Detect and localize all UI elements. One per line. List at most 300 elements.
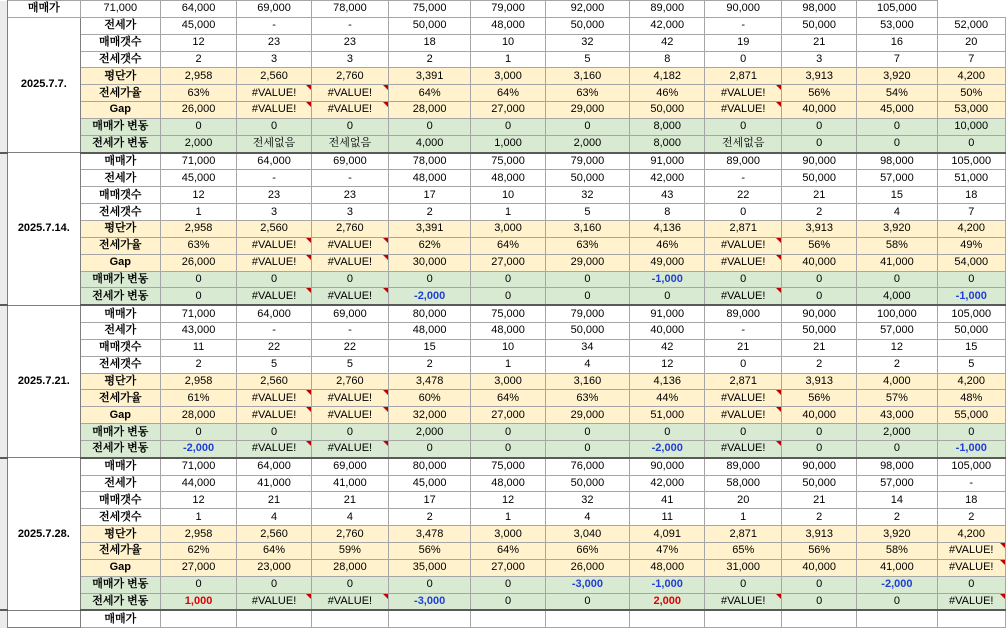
data-cell[interactable]: 41,000 <box>857 559 937 576</box>
data-cell[interactable]: 50,000 <box>388 17 471 34</box>
data-cell[interactable]: 43,000 <box>857 407 937 424</box>
data-cell[interactable]: 11 <box>630 509 705 526</box>
data-cell[interactable]: 10 <box>471 187 545 204</box>
data-cell[interactable]: 98,000 <box>782 1 857 18</box>
data-cell[interactable]: 35,000 <box>388 559 471 576</box>
data-cell[interactable]: 30,000 <box>388 254 471 271</box>
data-cell[interactable]: 23 <box>237 34 312 51</box>
data-cell[interactable]: 50,000 <box>782 475 857 492</box>
data-cell[interactable]: 80,000 <box>388 458 471 475</box>
data-cell[interactable]: 0 <box>161 288 237 305</box>
data-cell[interactable]: 0 <box>630 424 705 441</box>
data-cell[interactable]: 22 <box>312 339 389 356</box>
data-cell[interactable]: -1,000 <box>937 440 1005 457</box>
data-cell[interactable]: 31,000 <box>705 559 782 576</box>
data-cell[interactable]: #VALUE! <box>312 288 389 305</box>
data-cell[interactable]: 12 <box>161 492 237 509</box>
data-cell[interactable]: 3,920 <box>857 220 937 237</box>
data-cell[interactable]: 5 <box>237 356 312 373</box>
data-cell[interactable]: 2 <box>388 509 471 526</box>
data-cell[interactable]: 48,000 <box>630 559 705 576</box>
data-cell[interactable]: 18 <box>937 492 1005 509</box>
data-cell[interactable]: 4 <box>857 204 937 221</box>
data-cell[interactable]: 0 <box>782 440 857 457</box>
data-cell[interactable]: #VALUE! <box>237 85 312 102</box>
data-cell[interactable]: 64% <box>471 237 545 254</box>
data-cell[interactable]: #VALUE! <box>237 288 312 305</box>
data-cell[interactable]: 16 <box>857 34 937 51</box>
data-cell[interactable]: 79,000 <box>471 1 545 18</box>
data-cell[interactable]: 0 <box>782 593 857 610</box>
data-cell[interactable]: #VALUE! <box>237 390 312 407</box>
data-cell[interactable]: 3,913 <box>782 220 857 237</box>
data-cell[interactable]: 61% <box>161 390 237 407</box>
data-cell[interactable]: 62% <box>161 543 237 560</box>
data-cell[interactable]: #VALUE! <box>237 593 312 610</box>
data-cell[interactable]: #VALUE! <box>705 440 782 457</box>
data-cell[interactable]: 2,760 <box>312 373 389 390</box>
data-cell[interactable]: 32,000 <box>388 407 471 424</box>
data-cell[interactable]: 28,000 <box>312 559 389 576</box>
data-cell[interactable]: 27,000 <box>471 102 545 119</box>
data-cell[interactable]: 59% <box>312 543 389 560</box>
data-cell[interactable]: 3,040 <box>545 526 630 543</box>
data-cell[interactable]: 64,000 <box>237 153 312 170</box>
data-cell[interactable]: 4,091 <box>630 526 705 543</box>
data-cell[interactable]: 0 <box>705 356 782 373</box>
data-cell[interactable]: 0 <box>471 118 545 135</box>
data-cell[interactable]: 3,478 <box>388 373 471 390</box>
data-cell[interactable] <box>857 610 937 627</box>
data-cell[interactable]: 40,000 <box>630 323 705 340</box>
data-cell[interactable]: 21 <box>312 492 389 509</box>
data-cell[interactable]: 23 <box>312 187 389 204</box>
data-cell[interactable]: 27,000 <box>471 559 545 576</box>
data-cell[interactable]: 5 <box>545 51 630 68</box>
data-cell[interactable]: 64% <box>471 85 545 102</box>
data-cell[interactable]: #VALUE! <box>705 593 782 610</box>
data-cell[interactable]: 18 <box>937 187 1005 204</box>
data-cell[interactable]: 2,958 <box>161 526 237 543</box>
data-cell[interactable]: 5 <box>937 356 1005 373</box>
data-cell[interactable]: 48,000 <box>471 323 545 340</box>
data-cell[interactable]: 10 <box>471 34 545 51</box>
data-cell[interactable]: 0 <box>937 424 1005 441</box>
data-cell[interactable]: 15 <box>388 339 471 356</box>
data-cell[interactable]: 4,200 <box>937 68 1005 85</box>
data-cell[interactable]: - <box>705 17 782 34</box>
data-cell[interactable]: 71,000 <box>161 305 237 322</box>
data-cell[interactable] <box>237 610 312 627</box>
data-cell[interactable]: -1,000 <box>937 288 1005 305</box>
data-cell[interactable]: 89,000 <box>705 305 782 322</box>
data-cell[interactable]: #VALUE! <box>705 254 782 271</box>
data-cell[interactable]: 3,913 <box>782 373 857 390</box>
data-cell[interactable]: 전세없음 <box>312 135 389 152</box>
data-cell[interactable]: 4,136 <box>630 373 705 390</box>
data-cell[interactable]: 57,000 <box>857 170 937 187</box>
data-cell[interactable]: #VALUE! <box>937 559 1005 576</box>
data-cell[interactable]: 0 <box>312 118 389 135</box>
data-cell[interactable]: 64,000 <box>237 458 312 475</box>
data-cell[interactable]: 11 <box>161 339 237 356</box>
data-cell[interactable]: 2,000 <box>630 593 705 610</box>
data-cell[interactable]: 43 <box>630 187 705 204</box>
data-cell[interactable]: 2 <box>782 509 857 526</box>
data-cell[interactable]: 0 <box>161 118 237 135</box>
data-cell[interactable]: 0 <box>471 593 545 610</box>
data-cell[interactable]: 69,000 <box>312 305 389 322</box>
data-cell[interactable]: 66% <box>545 543 630 560</box>
data-cell[interactable]: 3 <box>782 51 857 68</box>
data-cell[interactable]: 1 <box>471 51 545 68</box>
data-cell[interactable]: 46% <box>630 237 705 254</box>
data-cell[interactable]: 49,000 <box>630 254 705 271</box>
data-cell[interactable]: #VALUE! <box>312 102 389 119</box>
data-cell[interactable]: - <box>312 17 389 34</box>
data-cell[interactable]: 0 <box>705 118 782 135</box>
data-cell[interactable]: 4,000 <box>857 373 937 390</box>
data-cell[interactable]: -2,000 <box>161 440 237 457</box>
data-cell[interactable]: 0 <box>782 424 857 441</box>
data-cell[interactable]: 0 <box>237 576 312 593</box>
data-cell[interactable]: #VALUE! <box>705 407 782 424</box>
data-cell[interactable]: 0 <box>471 440 545 457</box>
data-cell[interactable]: 48,000 <box>471 475 545 492</box>
data-cell[interactable]: 7 <box>857 51 937 68</box>
data-cell[interactable]: 79,000 <box>545 305 630 322</box>
data-cell[interactable]: 2 <box>161 51 237 68</box>
data-cell[interactable]: 3 <box>312 204 389 221</box>
data-cell[interactable]: 90,000 <box>782 305 857 322</box>
data-cell[interactable]: #VALUE! <box>312 254 389 271</box>
data-cell[interactable]: 15 <box>857 187 937 204</box>
data-cell[interactable]: 63% <box>161 237 237 254</box>
data-cell[interactable]: 69,000 <box>237 1 312 18</box>
data-cell[interactable]: 0 <box>237 424 312 441</box>
data-cell[interactable]: 63% <box>161 85 237 102</box>
data-cell[interactable]: 3 <box>237 204 312 221</box>
data-cell[interactable]: 2,871 <box>705 373 782 390</box>
data-cell[interactable]: 75,000 <box>388 1 471 18</box>
data-cell[interactable]: 78,000 <box>388 153 471 170</box>
data-cell[interactable]: 4,000 <box>388 135 471 152</box>
data-cell[interactable]: 21 <box>782 339 857 356</box>
data-cell[interactable]: 27,000 <box>161 559 237 576</box>
data-cell[interactable]: 75,000 <box>471 305 545 322</box>
data-cell[interactable]: 28,000 <box>388 102 471 119</box>
data-cell[interactable]: 2 <box>937 509 1005 526</box>
data-cell[interactable]: 21 <box>782 492 857 509</box>
data-cell[interactable]: #VALUE! <box>705 85 782 102</box>
data-cell[interactable]: 50,000 <box>782 170 857 187</box>
data-cell[interactable]: 전세없음 <box>705 135 782 152</box>
data-cell[interactable]: 0 <box>937 271 1005 288</box>
data-cell[interactable]: 2,560 <box>237 526 312 543</box>
data-cell[interactable]: 23,000 <box>237 559 312 576</box>
data-cell[interactable]: 89,000 <box>705 153 782 170</box>
data-cell[interactable]: 34 <box>545 339 630 356</box>
data-cell[interactable]: 48% <box>937 390 1005 407</box>
data-cell[interactable]: #VALUE! <box>237 102 312 119</box>
data-cell[interactable]: 98,000 <box>857 458 937 475</box>
data-cell[interactable]: 64% <box>471 390 545 407</box>
data-cell[interactable]: 3,000 <box>471 220 545 237</box>
data-cell[interactable]: 32 <box>545 187 630 204</box>
data-cell[interactable]: 48,000 <box>471 17 545 34</box>
data-cell[interactable]: 0 <box>161 271 237 288</box>
data-cell[interactable]: 62% <box>388 237 471 254</box>
data-cell[interactable]: 21 <box>237 492 312 509</box>
data-cell[interactable] <box>937 610 1005 627</box>
data-cell[interactable]: 60% <box>388 390 471 407</box>
data-cell[interactable]: 2,760 <box>312 220 389 237</box>
data-cell[interactable]: - <box>937 475 1005 492</box>
data-cell[interactable]: 40,000 <box>782 254 857 271</box>
data-cell[interactable]: 40,000 <box>782 407 857 424</box>
data-cell[interactable]: 2,871 <box>705 526 782 543</box>
data-cell[interactable]: 1 <box>161 509 237 526</box>
data-cell[interactable]: 12 <box>161 187 237 204</box>
data-cell[interactable]: 71,000 <box>161 153 237 170</box>
data-cell[interactable]: 105,000 <box>937 458 1005 475</box>
data-cell[interactable]: 21 <box>782 187 857 204</box>
data-cell[interactable]: 4,000 <box>857 288 937 305</box>
data-cell[interactable]: 27,000 <box>471 254 545 271</box>
data-cell[interactable]: 3,913 <box>782 526 857 543</box>
data-cell[interactable] <box>545 610 630 627</box>
data-cell[interactable]: 57% <box>857 390 937 407</box>
data-cell[interactable]: 2 <box>161 356 237 373</box>
data-cell[interactable]: 45,000 <box>161 170 237 187</box>
data-cell[interactable] <box>782 610 857 627</box>
data-cell[interactable]: 48,000 <box>471 170 545 187</box>
data-cell[interactable]: 76,000 <box>545 458 630 475</box>
data-cell[interactable]: 98,000 <box>857 153 937 170</box>
data-cell[interactable]: 42 <box>630 34 705 51</box>
data-cell[interactable]: 40,000 <box>782 559 857 576</box>
data-cell[interactable]: 42,000 <box>630 17 705 34</box>
data-cell[interactable]: 75,000 <box>471 458 545 475</box>
data-cell[interactable]: 2 <box>782 204 857 221</box>
data-cell[interactable]: 42 <box>630 339 705 356</box>
data-cell[interactable]: 22 <box>237 339 312 356</box>
data-cell[interactable] <box>471 610 545 627</box>
data-cell[interactable]: 2 <box>857 509 937 526</box>
data-cell[interactable]: 50,000 <box>937 323 1005 340</box>
data-cell[interactable]: 0 <box>705 271 782 288</box>
data-cell[interactable]: 20 <box>937 34 1005 51</box>
data-cell[interactable]: - <box>705 323 782 340</box>
data-cell[interactable]: 69,000 <box>312 458 389 475</box>
data-cell[interactable]: 63% <box>545 85 630 102</box>
data-cell[interactable]: 63% <box>545 237 630 254</box>
data-cell[interactable]: 2,958 <box>161 373 237 390</box>
data-cell[interactable]: 3 <box>237 51 312 68</box>
data-cell[interactable]: 2 <box>782 356 857 373</box>
data-cell[interactable]: 64% <box>471 543 545 560</box>
data-cell[interactable]: 5 <box>545 204 630 221</box>
data-cell[interactable]: 54% <box>857 85 937 102</box>
data-cell[interactable]: 58% <box>857 237 937 254</box>
data-cell[interactable]: 5 <box>312 356 389 373</box>
data-cell[interactable]: 0 <box>630 288 705 305</box>
data-cell[interactable]: 45,000 <box>388 475 471 492</box>
data-cell[interactable]: 0 <box>161 424 237 441</box>
data-cell[interactable]: 28,000 <box>161 407 237 424</box>
data-cell[interactable]: 4,182 <box>630 68 705 85</box>
data-cell[interactable]: 3,391 <box>388 220 471 237</box>
data-cell[interactable]: - <box>237 170 312 187</box>
data-cell[interactable]: 43,000 <box>161 323 237 340</box>
data-cell[interactable]: 8 <box>630 51 705 68</box>
data-cell[interactable]: 2 <box>857 356 937 373</box>
data-cell[interactable]: 21 <box>782 34 857 51</box>
data-cell[interactable]: 2,000 <box>857 424 937 441</box>
data-cell[interactable]: 2,560 <box>237 220 312 237</box>
data-cell[interactable] <box>312 610 389 627</box>
data-cell[interactable]: 0 <box>388 576 471 593</box>
data-cell[interactable]: 51,000 <box>937 170 1005 187</box>
data-cell[interactable]: 0 <box>545 288 630 305</box>
data-cell[interactable] <box>388 610 471 627</box>
data-cell[interactable]: 0 <box>471 271 545 288</box>
data-cell[interactable]: 50,000 <box>545 170 630 187</box>
data-cell[interactable]: 50,000 <box>545 323 630 340</box>
data-cell[interactable]: 0 <box>705 51 782 68</box>
data-cell[interactable]: 0 <box>782 288 857 305</box>
data-cell[interactable]: 56% <box>782 237 857 254</box>
data-cell[interactable]: 64,000 <box>161 1 237 18</box>
data-cell[interactable]: 46% <box>630 85 705 102</box>
data-cell[interactable]: 89,000 <box>705 458 782 475</box>
data-cell[interactable]: 56% <box>782 390 857 407</box>
data-cell[interactable]: 1 <box>161 204 237 221</box>
data-cell[interactable]: 26,000 <box>161 254 237 271</box>
data-cell[interactable]: #VALUE! <box>237 237 312 254</box>
data-cell[interactable]: 1,000 <box>471 135 545 152</box>
data-cell[interactable]: - <box>312 170 389 187</box>
data-cell[interactable]: 1 <box>471 509 545 526</box>
data-cell[interactable]: 2 <box>388 51 471 68</box>
data-cell[interactable]: #VALUE! <box>312 85 389 102</box>
data-cell[interactable]: 91,000 <box>630 153 705 170</box>
data-cell[interactable]: 2 <box>388 204 471 221</box>
data-cell[interactable]: 41,000 <box>857 254 937 271</box>
data-cell[interactable]: 71,000 <box>80 1 160 18</box>
data-cell[interactable]: 22 <box>705 187 782 204</box>
data-cell[interactable]: 90,000 <box>705 1 782 18</box>
data-cell[interactable]: 0 <box>782 576 857 593</box>
data-cell[interactable]: 0 <box>471 288 545 305</box>
data-cell[interactable]: 56% <box>782 543 857 560</box>
data-cell[interactable]: 3,000 <box>471 526 545 543</box>
data-cell[interactable]: 26,000 <box>545 559 630 576</box>
data-cell[interactable]: 3,000 <box>471 373 545 390</box>
data-cell[interactable]: 10,000 <box>937 118 1005 135</box>
data-cell[interactable]: 50,000 <box>630 102 705 119</box>
data-cell[interactable]: 3,160 <box>545 373 630 390</box>
data-cell[interactable]: 32 <box>545 492 630 509</box>
data-cell[interactable]: 0 <box>388 440 471 457</box>
data-cell[interactable]: 47% <box>630 543 705 560</box>
data-cell[interactable]: 8,000 <box>630 118 705 135</box>
data-cell[interactable]: 3,920 <box>857 526 937 543</box>
data-cell[interactable]: 91,000 <box>630 305 705 322</box>
data-cell[interactable]: 2,958 <box>161 68 237 85</box>
data-cell[interactable]: -2,000 <box>388 288 471 305</box>
data-cell[interactable]: 19 <box>705 34 782 51</box>
data-cell[interactable]: 90,000 <box>782 458 857 475</box>
data-cell[interactable]: 0 <box>545 440 630 457</box>
data-cell[interactable]: 2,000 <box>545 135 630 152</box>
data-cell[interactable]: #VALUE! <box>705 288 782 305</box>
data-cell[interactable]: 2,958 <box>161 220 237 237</box>
data-cell[interactable]: 3,160 <box>545 220 630 237</box>
data-cell[interactable]: 58,000 <box>705 475 782 492</box>
data-cell[interactable]: 23 <box>312 34 389 51</box>
data-cell[interactable]: 41,000 <box>312 475 389 492</box>
data-cell[interactable]: 58% <box>857 543 937 560</box>
data-cell[interactable]: 90,000 <box>782 153 857 170</box>
data-cell[interactable]: 8 <box>630 204 705 221</box>
data-cell[interactable]: 20 <box>705 492 782 509</box>
data-cell[interactable]: 0 <box>782 135 857 152</box>
data-cell[interactable]: 65% <box>705 543 782 560</box>
data-cell[interactable]: #VALUE! <box>312 440 389 457</box>
data-cell[interactable]: 0 <box>782 118 857 135</box>
data-cell[interactable]: 0 <box>388 271 471 288</box>
data-cell[interactable]: 40,000 <box>782 102 857 119</box>
data-cell[interactable]: 41,000 <box>237 475 312 492</box>
data-cell[interactable]: -2,000 <box>630 440 705 457</box>
data-cell[interactable]: 0 <box>312 271 389 288</box>
data-cell[interactable]: 12 <box>857 339 937 356</box>
data-cell[interactable]: 2,560 <box>237 68 312 85</box>
data-cell[interactable]: 105,000 <box>937 153 1005 170</box>
data-cell[interactable]: 1,000 <box>161 593 237 610</box>
data-cell[interactable]: 0 <box>705 424 782 441</box>
data-cell[interactable]: -2,000 <box>857 576 937 593</box>
data-cell[interactable]: 2,000 <box>388 424 471 441</box>
data-cell[interactable]: 3,913 <box>782 68 857 85</box>
data-cell[interactable]: 4,136 <box>630 220 705 237</box>
data-cell[interactable]: 15 <box>937 339 1005 356</box>
data-cell[interactable]: #VALUE! <box>705 237 782 254</box>
data-cell[interactable]: #VALUE! <box>705 390 782 407</box>
data-cell[interactable]: 56% <box>782 85 857 102</box>
data-cell[interactable]: 44% <box>630 390 705 407</box>
data-cell[interactable]: 23 <box>237 187 312 204</box>
data-cell[interactable]: 0 <box>857 118 937 135</box>
data-cell[interactable]: 90,000 <box>630 458 705 475</box>
data-cell[interactable]: 0 <box>782 271 857 288</box>
data-cell[interactable]: #VALUE! <box>312 593 389 610</box>
data-cell[interactable]: 1 <box>471 204 545 221</box>
data-cell[interactable]: 0 <box>857 593 937 610</box>
data-cell[interactable]: 44,000 <box>161 475 237 492</box>
data-cell[interactable]: - <box>705 170 782 187</box>
data-cell[interactable]: 50,000 <box>545 17 630 34</box>
data-cell[interactable]: -1,000 <box>630 271 705 288</box>
data-cell[interactable]: - <box>237 17 312 34</box>
data-cell[interactable]: 0 <box>471 576 545 593</box>
data-cell[interactable]: #VALUE! <box>237 254 312 271</box>
data-cell[interactable]: 0 <box>857 271 937 288</box>
data-cell[interactable]: 3 <box>312 51 389 68</box>
data-cell[interactable]: 29,000 <box>545 254 630 271</box>
data-cell[interactable]: 64,000 <box>237 305 312 322</box>
